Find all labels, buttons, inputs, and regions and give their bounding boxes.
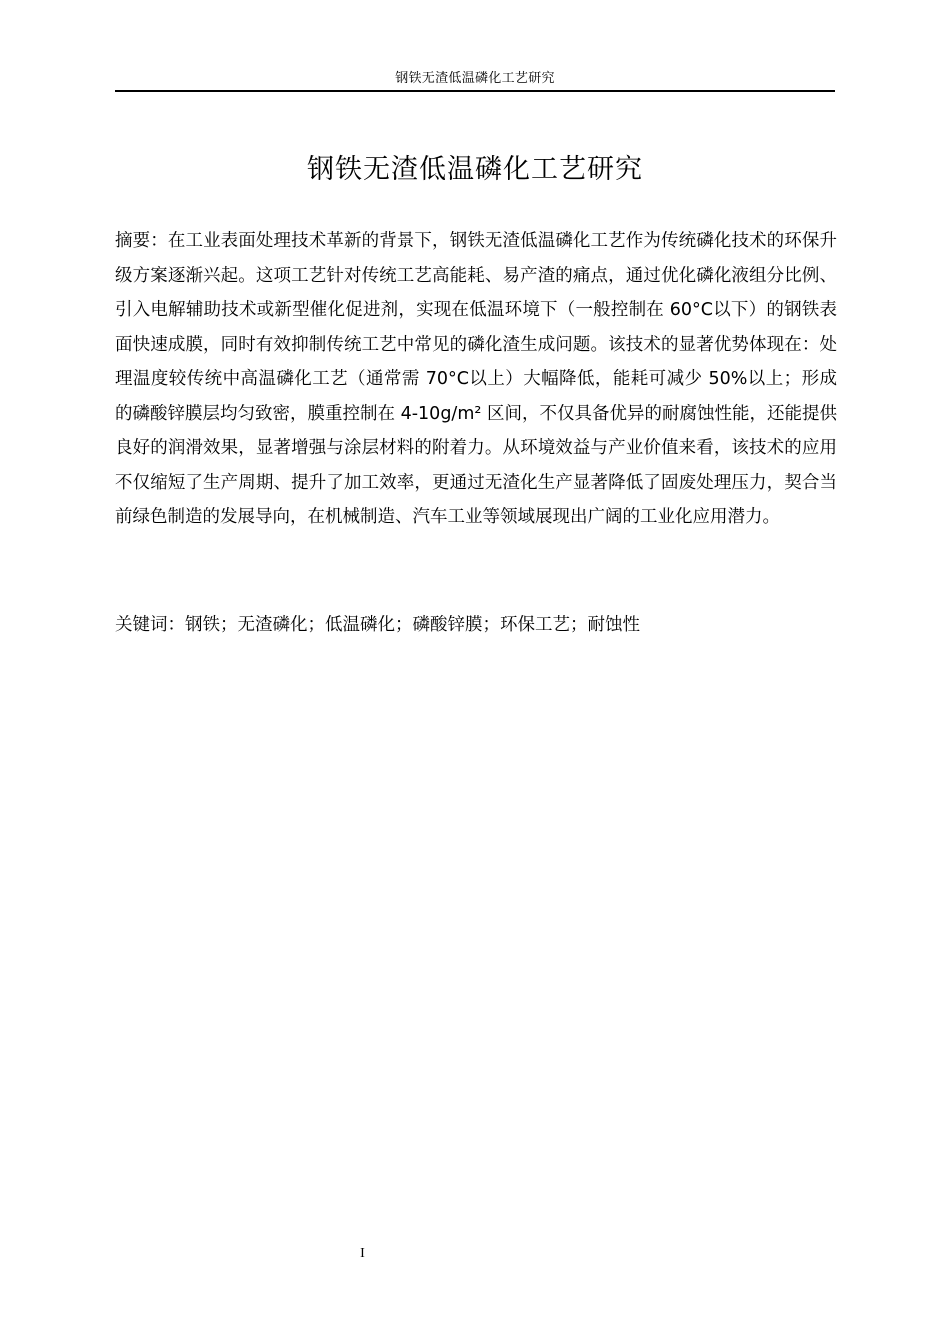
abstract-label: 摘要： xyxy=(115,231,168,251)
keywords-label: 关键词： xyxy=(115,615,185,635)
header-rule xyxy=(115,90,835,92)
keywords-text: 钢铁；无渣磷化；低温磷化；磷酸锌膜；环保工艺；耐蚀性 xyxy=(185,615,640,635)
abstract-paragraph xyxy=(115,224,837,535)
abstract-text: 在工业表面处理技术革新的背景下，钢铁无渣低温磷化工艺作为传统磷化技术的环保升级方案逐渐兴起。这项工艺针对传统工艺高能耗、易产渣的痛点，通过优化磷化液组分比例、引入电解辅助技术或新型催化促进剂，实现在低温环境下（一般控制在 60°C以下）的钢铁表面快速成膜，同时有效抑制传统工艺中常见的磷化渣生成问题。该技术的显著优势体现在：处理温度较传统中高温磷化工艺（通常需 70°C以上）大幅降低，能耗可减少 50%以上；形成的磷酸锌膜层均匀致密，膜重控制在 4-10g/m² 区间，不仅具备优异的耐腐蚀性能，还能提供良好的润滑效果，显著增强与涂层材料的附着力。从环境效益与产业价值来看，该技术的应用不仅缩短了生产周期、提升了加工效率，更通过无渣化生产显著降低了固废处理压力，契合当前绿色制造的发展导向，在机械制造、汽车工业等领域展现出广阔的工业化应用潜力。 xyxy=(115,231,838,527)
running-header: 钢铁无渣低温磷化工艺研究 xyxy=(395,71,555,86)
document-title: 钢铁无渣低温磷化工艺研究 xyxy=(307,154,643,185)
page-number: I xyxy=(360,1246,365,1261)
keywords-line xyxy=(115,608,837,642)
